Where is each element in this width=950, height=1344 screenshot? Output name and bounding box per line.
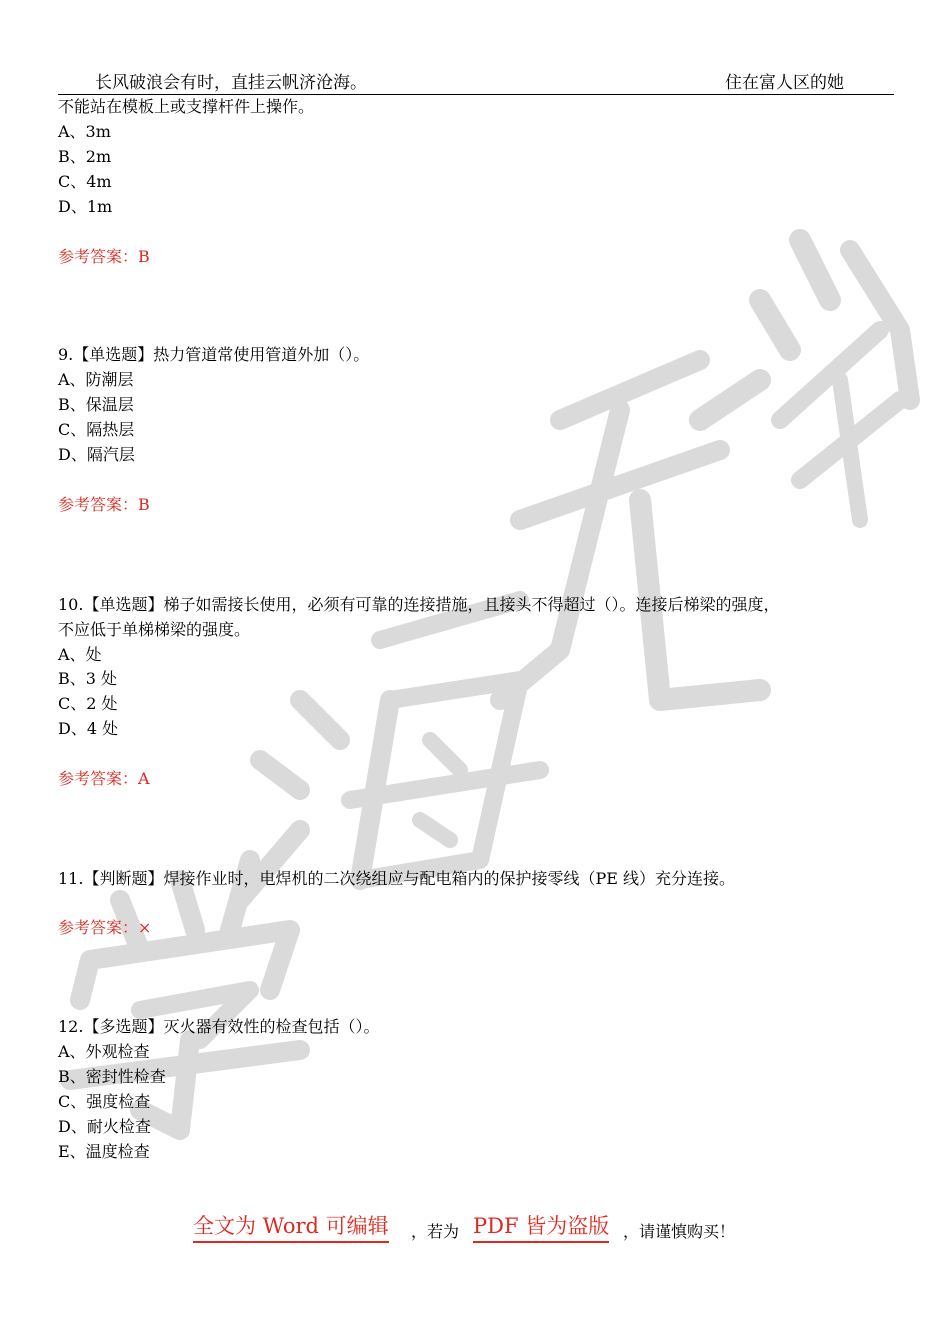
answer-key: 参考答案：B [58,495,150,514]
option-e: E、温度检查 [58,1142,150,1161]
answer-key: 参考答案：B [58,247,150,266]
answer-key: 参考答案：× [58,918,152,937]
option-b: B、密封性检查 [58,1067,166,1086]
question-12: 12.【多选题】灭火器有效性的检查包括（）。 [58,1017,380,1036]
footer-sep: ，若为 [411,1222,460,1241]
option-b: B、3 处 [58,669,118,688]
option-a: A、防潮层 [58,370,134,389]
question-9: 9.【单选题】热力管道常使用管道外加（）。 [58,345,370,364]
question-10: 10.【单选题】梯子如需接长使用，必须有可靠的连接措施，且接头不得超过（）。连接后梯梁的强度， [58,595,780,614]
option-d: D、1m [58,197,113,216]
option-c: C、2 处 [58,694,118,713]
option-d: D、隔汽层 [58,445,135,464]
option-a: A、3m [58,122,111,141]
header-motto: 长风破浪会有时，直挂云帆济沧海。 [95,73,367,93]
footer-pdf-warning: PDF 皆为盗版 [473,1210,609,1243]
question-10-cont: 不应低于单梯梯梁的强度。 [58,620,251,639]
question-text: 不能站在模板上或支撑杆件上操作。 [58,97,315,116]
option-c: C、隔热层 [58,420,135,439]
header-author: 住在富人区的她 [725,73,844,93]
option-d: D、4 处 [58,719,119,738]
option-c: C、强度检查 [58,1092,151,1111]
footer-editable-note: 全文为 Word 可编辑 [193,1210,389,1243]
footer-notice [0,1206,950,1246]
option-b: B、保温层 [58,395,134,414]
answer-key: 参考答案：A [58,769,150,788]
option-a: A、处 [58,645,102,664]
footer-caution: ，请谨慎购买！ [623,1222,736,1241]
page-header [58,66,894,95]
question-11: 11.【判断题】焊接作业时，电焊机的二次绕组应与配电箱内的保护接零线（PE 线）充分连接。 [58,869,735,888]
option-b: B、2m [58,147,112,166]
option-c: C、4m [58,172,112,191]
option-d: D、耐火检查 [58,1117,151,1136]
option-a: A、外观检查 [58,1042,150,1061]
